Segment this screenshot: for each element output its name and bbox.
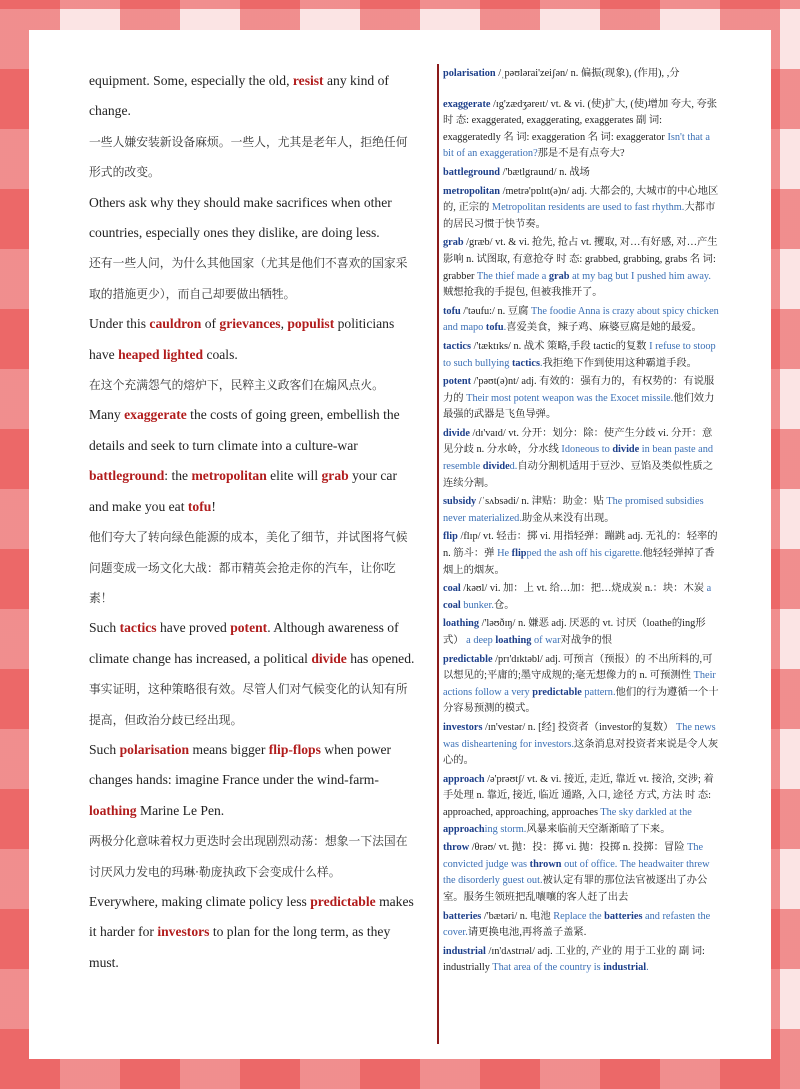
example-sentence: a deep	[466, 635, 496, 646]
english-paragraph	[89, 188, 419, 249]
text-run: ,	[280, 316, 288, 332]
definition-text: 大都市的居民习惯于快节奏。	[443, 202, 716, 230]
vocab-entry	[443, 616, 719, 649]
text-run: have proved	[156, 620, 231, 636]
example-sentence: pattern.	[581, 686, 616, 698]
highlighted-word: tofu	[187, 498, 212, 514]
vocab-entry	[443, 339, 719, 372]
example-sentence: He	[497, 548, 512, 560]
highlighted-word: divide	[311, 650, 347, 666]
highlighted-word: heaped lighted	[118, 346, 204, 362]
text-run: Under this	[89, 316, 150, 332]
definition-text: /'ləʊðɪŋ/ n. 嫌恶 adj. 厌恶的 vt. 讨厌（loathe的ing形式）	[443, 618, 706, 646]
headword: flip	[443, 531, 458, 543]
example-sentence: and refasten the cover.	[443, 910, 711, 939]
highlighted-word: loathing	[89, 802, 137, 818]
example-sentence: The news was disheartening for investors.	[443, 721, 716, 750]
text-run: : the	[164, 468, 192, 484]
definition-text: 喜爱美食，辣子鸡、麻婆豆腐是她的最爱。	[506, 322, 702, 334]
example-sentence: I refuse to stoop to such bullying	[443, 340, 716, 369]
definition-text: 对战争的恨	[560, 635, 613, 646]
example-sentence: divide	[612, 444, 640, 456]
example-sentence: bunker.	[460, 599, 494, 611]
headword: battleground	[443, 166, 501, 178]
example-sentence: in bean paste and resemble	[443, 444, 714, 473]
definition-text: /'bætlgraund/ n. 战场	[500, 166, 590, 178]
vocab-entry	[443, 235, 719, 301]
headword: predictable	[443, 653, 493, 665]
definition-text: /græb/ vt. & vi. 抢先, 抢占 vt. 攫取, 对…有好感, 对…产生影响 n. 试图取, 有意抢夺 时 态: grabbed, grabbing, grabs 名 词: grabber	[443, 237, 718, 282]
vocab-entry	[443, 772, 719, 838]
vocab-entry	[443, 426, 719, 492]
example-sentence: Isn't that a bit of an exaggeration?	[443, 131, 710, 160]
definition-text: 这条消息对投资者来说是令人灰心的。	[443, 738, 719, 767]
headword: investors	[443, 721, 483, 733]
headword: subsidy	[443, 496, 477, 508]
text-run: Others ask why they should make sacrifices when other countries, especially ones they dislike, are doing less.	[89, 194, 392, 241]
headword: polarisation	[443, 68, 496, 79]
vocab-entry	[443, 652, 719, 718]
vocab-entry	[443, 581, 719, 614]
vocab-entry	[443, 909, 719, 942]
document-page	[29, 30, 771, 1059]
definition-text: /flɪp/ vt. 轻击：掷 vi. 用指轻弹：蹦跳 adj. 无礼的：轻率的 n. 筋斗：弹	[443, 531, 718, 560]
example-sentence: coal	[443, 599, 461, 611]
chinese-translation	[89, 127, 419, 188]
highlighted-word: potent	[230, 620, 268, 636]
example-sentence: The foodie Anna is crazy about spicy chicken and mapo	[443, 305, 719, 334]
definition-text: /θrəʊ/ vt. 抛：投：掷 vi. 抛：投掷 n. 投掷：冒险	[469, 842, 688, 854]
example-sentence: thrown	[529, 858, 562, 870]
headword: throw	[443, 842, 470, 854]
headword: tofu	[443, 305, 461, 317]
headword: exaggerate	[443, 98, 491, 110]
headword: metropolitan	[443, 185, 501, 197]
definition-text: /metrə'pɒlɪt(ə)n/ adj. 大都会的, 大城市的中心地区的, 正宗的	[443, 185, 719, 214]
text-run: Such	[89, 741, 120, 757]
text-run: . Although awareness of climate change has increased, a political	[89, 620, 399, 666]
chinese-translation	[89, 248, 419, 309]
headword: potent	[443, 376, 472, 388]
example-sentence: Idoneous to	[561, 444, 613, 456]
text-run: any kind of change.	[89, 73, 389, 119]
example-sentence: divide	[482, 461, 510, 473]
text-run: Marine Le Pen.	[136, 802, 225, 818]
definition-text: 风暴来临前天空渐渐暗了下来。	[526, 823, 671, 835]
highlighted-word: investors	[157, 924, 210, 940]
highlighted-word: metropolitan	[191, 468, 267, 484]
example-sentence: approach	[443, 823, 485, 835]
example-sentence: .	[503, 322, 507, 334]
chinese-translation	[89, 674, 419, 735]
column-divider	[437, 64, 439, 1044]
headword: approach	[443, 773, 485, 785]
example-sentence: tofu	[485, 322, 504, 334]
text-run: means bigger	[189, 741, 269, 757]
text-run: of	[201, 316, 220, 332]
vocab-entry	[443, 720, 719, 770]
headword: loathing	[443, 618, 480, 630]
definition-text: 被认定有罪的那位法官被逐出了办公室。服务生领班把乱嚷嚷的客人赶了出去	[443, 875, 708, 903]
headword: industrial	[443, 945, 486, 957]
highlighted-word: flip-flops	[268, 741, 321, 757]
example-sentence: The convicted judge was	[443, 842, 704, 870]
highlighted-word: battleground	[89, 468, 165, 484]
vocab-entry	[443, 184, 719, 234]
article-column	[89, 66, 419, 978]
highlighted-word: cauldron	[149, 316, 202, 332]
text-run: 还有一些人问，为什么其他国家（尤其是他们不喜欢的国家采取的措施更少），而自己却要做出牺牲。	[89, 256, 408, 301]
vocab-entry	[443, 165, 719, 182]
chinese-translation	[89, 826, 419, 887]
text-run: 两极分化意味着权力更迭时会出现剧烈动荡：想象一下法国在讨厌风力发电的玛琳·勒庞执政下会变成什么样。	[89, 834, 408, 879]
example-sentence: Their actions follow a very	[443, 670, 716, 698]
vocab-entry	[443, 304, 719, 337]
text-run: your car and make you eat	[89, 468, 397, 514]
definition-text: 他们效力最强的武器是飞鱼导弹。	[443, 392, 715, 421]
example-sentence: Their most potent weapon was the Exocet missile.	[466, 392, 674, 404]
example-sentence: predictable	[532, 686, 582, 698]
definition-text: 自动分割机适用于豆沙、豆馅及类似性质之连续分割。	[443, 461, 714, 489]
highlighted-word: grievances	[219, 316, 281, 332]
vocabulary-column	[443, 66, 719, 979]
example-sentence: Replace the	[553, 910, 605, 922]
text-run: 事实证明，这种策略很有效。尽管人们对气候变化的认知有所提高，但政治分歧已经出现。	[89, 682, 408, 727]
vocab-entry	[443, 944, 719, 977]
text-run: coals.	[203, 346, 238, 362]
highlighted-word: tactics	[119, 620, 157, 636]
definition-text: /ɪn'vestər/ n. [经] 投资者（investor的复数）	[482, 721, 676, 733]
definition-text: /'tæktɪks/ n. 战术 策略,手段 tactic的复数	[471, 340, 650, 352]
highlighted-word: polarisation	[119, 741, 190, 757]
example-sentence: The thief made a	[476, 270, 549, 282]
english-paragraph	[89, 735, 419, 826]
text-run: Many	[89, 407, 125, 423]
definition-text: 贼想抢我的手提包, 但被我推开了。	[443, 287, 603, 299]
example-sentence: The promised subsidies never materialized.	[443, 496, 704, 524]
example-sentence: batteries	[604, 910, 643, 922]
example-sentence: d.	[509, 461, 518, 473]
text-run: equipment. Some, especially the old,	[89, 73, 293, 88]
example-sentence: of war	[531, 635, 561, 646]
definition-text: /ˌpəʊlərai'zeiʃən/ n. 偏振(现象), (作用), ,分	[495, 68, 680, 79]
text-run: when power changes hands: imagine France under the wind-farm-	[89, 741, 392, 788]
text-run: 他们夸大了转向绿色能源的成本，美化了细节，并试图将气候问题变成一场文化大战：都市精英会抢走你的汽车，让你吃素！	[89, 530, 408, 605]
definition-text: /dɪ'vaɪd/ vt. 分开：划分：除：使产生分歧 vi. 分开：意见分歧 n. 分水岭，分水线	[443, 427, 713, 456]
example-sentence: grab	[548, 270, 570, 282]
definition-text: /'pəʊt(ə)nt/ adj. 有效的：强有力的，有权势的：有说服力的	[443, 376, 715, 404]
example-sentence: Metropolitan residents are used to fast rhythm.	[491, 202, 685, 214]
vocab-entry	[443, 374, 719, 424]
text-run: Everywhere, making climate policy less	[89, 893, 311, 909]
text-run: makes it harder for	[89, 893, 414, 940]
definition-text: /ˈsʌbsədi/ n. 津贴：助金：贴	[476, 496, 607, 508]
headword: grab	[443, 237, 464, 249]
text-run: 一些人嫌安装新设备麻烦。一些人，尤其是老年人，拒绝任何形式的改变。	[89, 134, 408, 180]
text-run: elite will	[266, 468, 322, 484]
english-paragraph	[89, 400, 419, 522]
text-run: !	[211, 498, 216, 514]
text-run: the costs of going green, embellish the details and seek to turn climate into a culture-war	[89, 407, 400, 453]
headword: divide	[443, 427, 470, 439]
highlighted-word: grab	[321, 468, 349, 484]
example-sentence: .	[539, 357, 543, 369]
vocab-entry	[443, 494, 719, 527]
example-sentence: flip	[511, 548, 527, 560]
highlighted-word: predictable	[310, 893, 376, 909]
definition-text: /'təufu:/ n. 豆腐	[460, 305, 531, 317]
definition-text: 我拒绝下作到使用这种霸道手段。	[542, 357, 697, 369]
definition-text: /ɪg'zædʒəreɪt/ vt. & vi. (使)扩大, (使)增加 夸大, 夸张 时 态: exaggerated, exaggerating, exaggerates 副 词: exaggeratedly 名 词: exaggeration 名 词: exaggerator	[443, 98, 718, 143]
highlighted-word: populist	[287, 316, 335, 332]
definition-text: /prɪ'dɪktəbl/ adj. 可预言（预报）的 不出所料的,可以想见的;平庸的;墨守成规的;毫无想像力的 n. 可预测性	[443, 653, 713, 682]
highlighted-word: resist	[292, 73, 324, 88]
chinese-translation	[89, 370, 419, 400]
headword: coal	[443, 583, 461, 595]
text-run: has opened.	[346, 650, 415, 666]
text-run: to plan for the long term, as they must.	[89, 924, 391, 970]
definition-text: 仓。	[493, 599, 515, 611]
definition-text: 那是不是有点夸大?	[537, 148, 625, 160]
definition-text: /ɪn'dʌstrɪəl/ adj. 工业的, 产业的 用于工业的 副 词: industrially	[443, 945, 705, 974]
definition-text: 他们的行为遵循一个十分容易预测的模式。	[443, 686, 719, 715]
example-sentence: The sky darkled at the	[600, 806, 692, 818]
definition-text: 助金从来没有出现。	[521, 512, 615, 524]
chinese-translation	[89, 522, 419, 613]
example-sentence: tactics	[511, 357, 540, 369]
example-sentence: at my bag but I pushed him away.	[569, 270, 711, 282]
definition-text: /ə'prəʊtʃ/ vt. & vi. 接近, 走近, 靠近 vt. 接洽, 交涉; 着手处理 n. 靠近, 接近, 临近 通路, 入口, 途径 方式, 方法 时 态: approached, approaching, approaches	[443, 773, 714, 818]
english-paragraph	[89, 613, 419, 674]
example-sentence: .	[646, 962, 649, 974]
english-paragraph	[89, 887, 419, 978]
example-sentence: ped the ash off his cigarette.	[526, 548, 643, 560]
example-sentence: loathing	[495, 635, 532, 646]
example-sentence: industrial	[603, 962, 647, 974]
headword: batteries	[443, 910, 482, 922]
text-run: 在这个充满怨气的熔炉下，民粹主义政客们在煽风点火。	[89, 378, 384, 393]
vocab-entry	[443, 529, 719, 579]
example-sentence: That area of the country is	[492, 962, 604, 974]
english-paragraph	[89, 309, 419, 370]
text-run: Such	[89, 620, 120, 636]
example-sentence: ing storm.	[484, 823, 527, 835]
definition-text: 他轻轻弹掉了香烟上的烟灰。	[443, 548, 715, 576]
example-sentence: a	[706, 583, 712, 595]
text-run: politicians have	[89, 316, 395, 362]
definition-text: 请更换电池,再将盖子盖紧.	[467, 927, 587, 939]
definition-text: /'bætəri/ n. 电池	[481, 910, 554, 922]
definition-text: /kəʊl/ vi. 加：上 vt. 给…加：把…烧成炭 n.：块：木炭	[460, 583, 707, 595]
vocab-entry	[443, 97, 719, 163]
vocab-entry	[443, 66, 719, 83]
english-paragraph	[89, 66, 419, 127]
headword: tactics	[443, 340, 472, 352]
highlighted-word: exaggerate	[124, 407, 187, 423]
vocab-entry	[443, 840, 719, 906]
example-sentence: out of office. The headwaiter threw the disorderly guest out.	[443, 858, 710, 887]
